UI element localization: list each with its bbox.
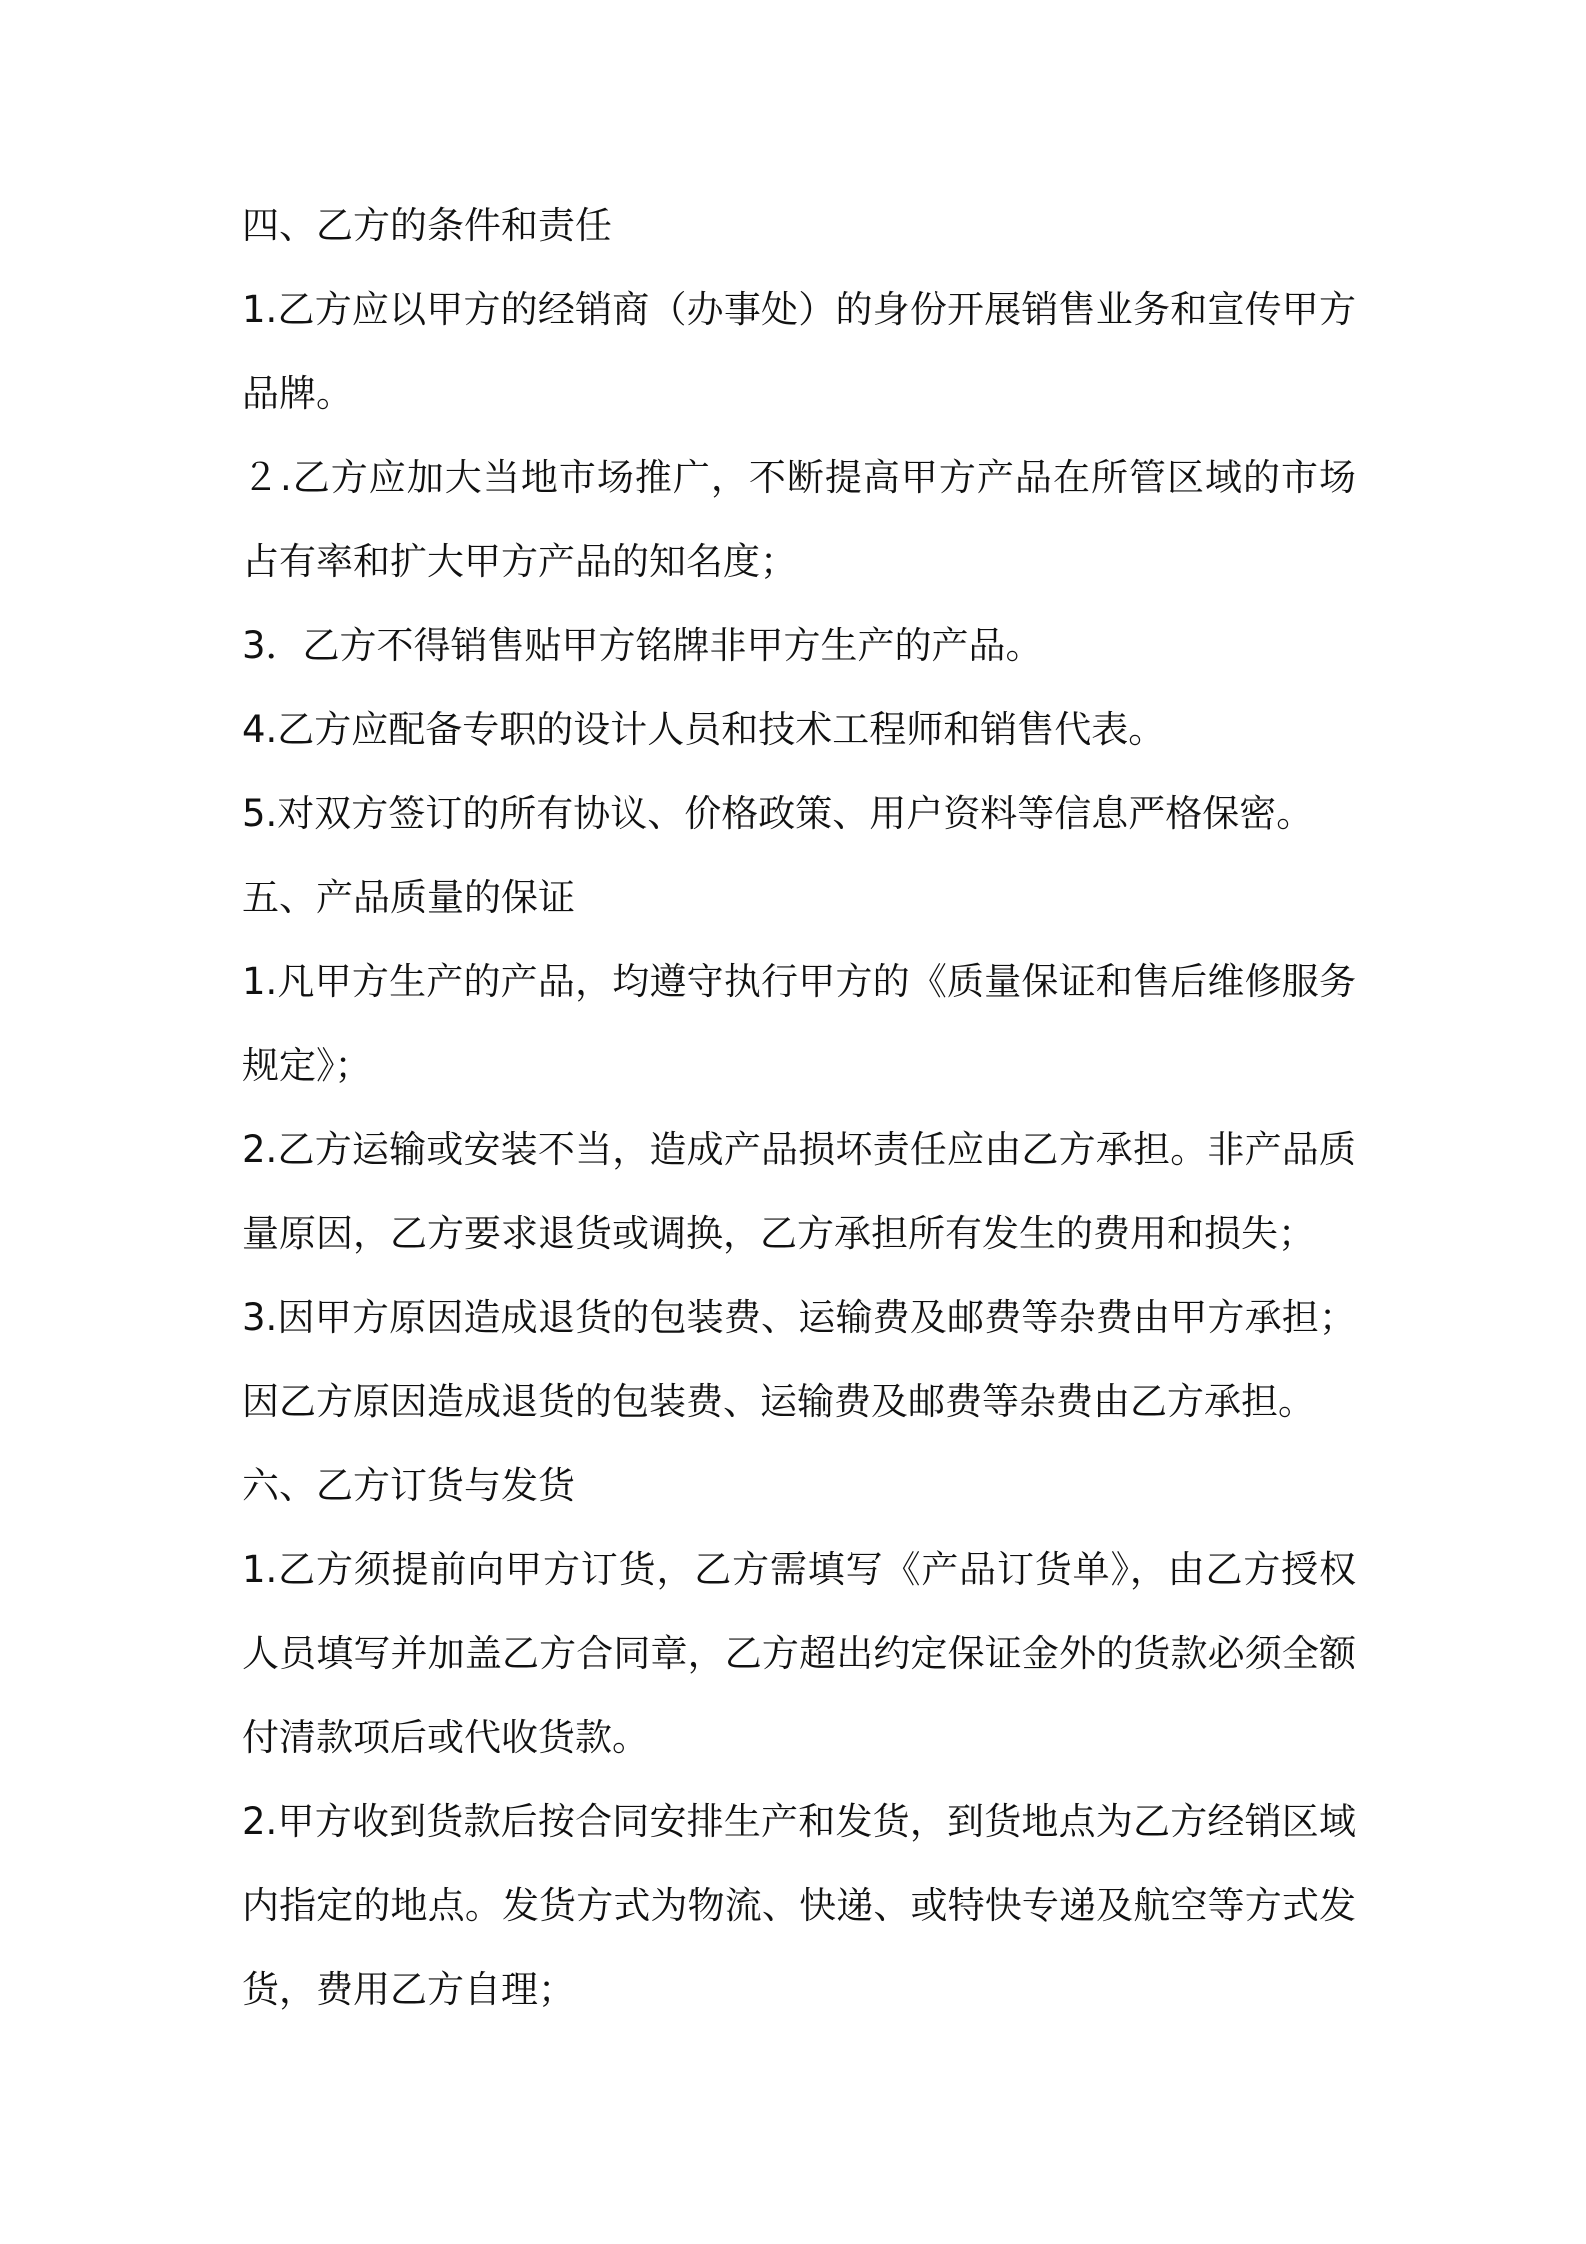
paragraph-line: 人员填写并加盖乙方合同章，乙方超出约定保证金外的货款必须全额 <box>242 1632 1356 1675</box>
paragraph-line: 3.因甲方原因造成退货的包装费、运输费及邮费等杂费由甲方承担； <box>242 1296 1356 1339</box>
paragraph-line: 2.乙方运输或安装不当，造成产品损坏责任应由乙方承担。非产品质 <box>242 1128 1356 1171</box>
paragraph-line: 1.凡甲方生产的产品，均遵守执行甲方的《质量保证和售后维修服务 <box>242 960 1356 1003</box>
paragraph <box>242 688 1356 772</box>
document-body <box>242 184 1356 2032</box>
section <box>242 1444 1356 2032</box>
paragraph-line: 1.乙方应以甲方的经销商（办事处）的身份开展销售业务和宣传甲方 <box>242 288 1356 331</box>
paragraph-line: 量原因，乙方要求退货或调换，乙方承担所有发生的费用和损失； <box>242 1212 1315 1255</box>
paragraph-line: 3．乙方不得销售贴甲方铭牌非甲方生产的产品。 <box>242 624 1043 667</box>
paragraph <box>242 604 1356 688</box>
section <box>242 856 1356 1444</box>
paragraph-line: 规定》； <box>242 1044 372 1087</box>
paragraph-line: 5.对双方签订的所有协议、价格政策、用户资料等信息严格保密。 <box>242 792 1314 835</box>
paragraph-line: 内指定的地点。发货方式为物流、快递、或特快专递及航空等方式发 <box>242 1884 1356 1927</box>
paragraph-line: 付清款项后或代收货款。 <box>242 1716 649 1759</box>
paragraph-line: 品牌。 <box>242 372 353 415</box>
paragraph <box>242 1780 1356 2032</box>
paragraph-line: 因乙方原因造成退货的包装费、运输费及邮费等杂费由乙方承担。 <box>242 1380 1315 1423</box>
paragraph-line: 1.乙方须提前向甲方订货，乙方需填写《产品订货单》，由乙方授权 <box>242 1548 1356 1591</box>
paragraph <box>242 1276 1356 1444</box>
section-heading: 五、产品质量的保证 <box>242 876 575 919</box>
paragraph <box>242 772 1356 856</box>
paragraph-line: 货，费用乙方自理； <box>242 1968 575 2011</box>
section-heading: 四、乙方的条件和责任 <box>242 204 612 247</box>
paragraph-line: ２.乙方应加大当地市场推广，不断提高甲方产品在所管区域的市场 <box>242 456 1356 499</box>
paragraph-line: 2.甲方收到货款后按合同安排生产和发货，到货地点为乙方经销区域 <box>242 1800 1356 1843</box>
section-heading: 六、乙方订货与发货 <box>242 1464 575 1507</box>
paragraph <box>242 1108 1356 1276</box>
section <box>242 184 1356 856</box>
paragraph <box>242 436 1356 604</box>
paragraph-line: 4.乙方应配备专职的设计人员和技术工程师和销售代表。 <box>242 708 1166 751</box>
paragraph-line: 占有率和扩大甲方产品的知名度； <box>242 540 797 583</box>
paragraph <box>242 940 1356 1108</box>
paragraph <box>242 268 1356 436</box>
paragraph <box>242 1528 1356 1780</box>
